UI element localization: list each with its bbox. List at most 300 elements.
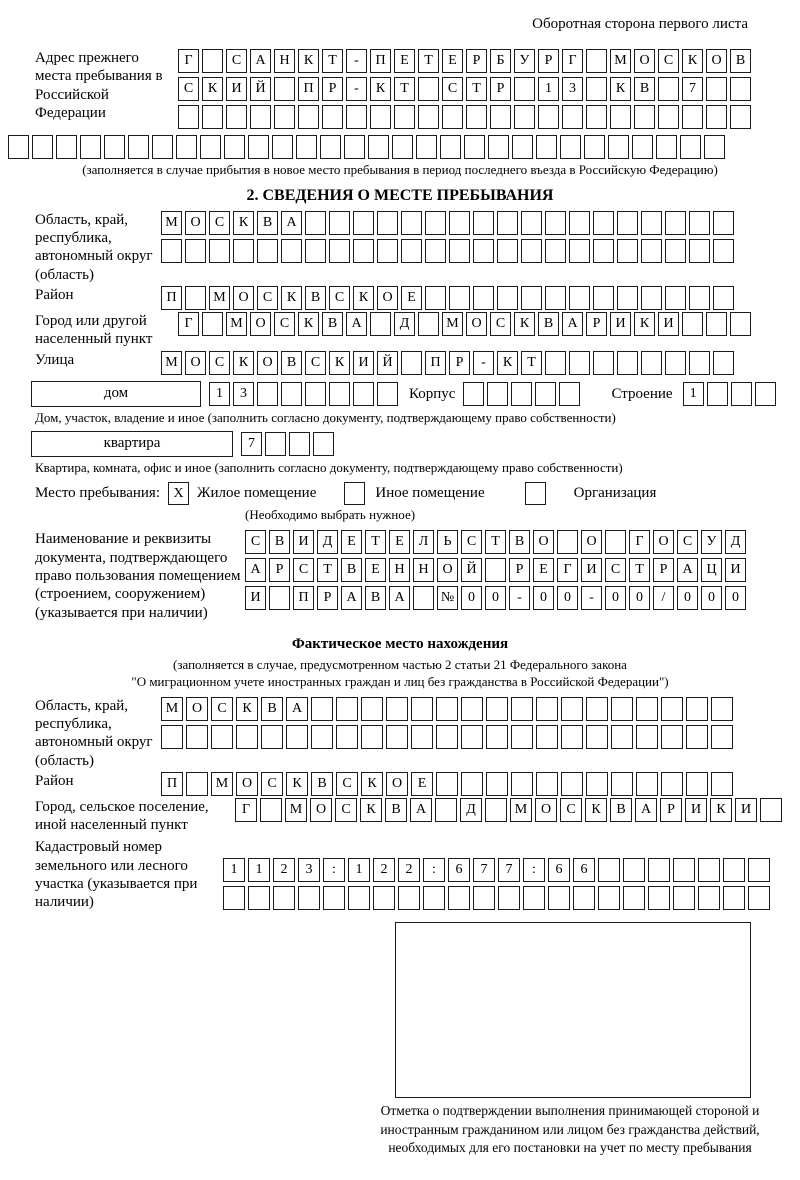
char-cell (305, 239, 326, 263)
char-cell: С (293, 558, 314, 582)
char-cell: И (685, 798, 707, 822)
char-cell: С (658, 49, 679, 73)
char-cell (418, 77, 439, 101)
char-cell (305, 382, 326, 406)
char-cell: 1 (248, 858, 270, 882)
char-cell (401, 351, 422, 375)
char-cell: К (682, 49, 703, 73)
char-cell: 2 (373, 858, 395, 882)
char-cell: : (323, 858, 345, 882)
char-cell (392, 135, 413, 159)
char-cell: О (377, 286, 398, 310)
char-cell (320, 135, 341, 159)
char-cell: 3 (298, 858, 320, 882)
char-cell: В (311, 772, 333, 796)
char-cell (311, 725, 333, 749)
char-cell (490, 105, 511, 129)
char-cell (511, 697, 533, 721)
option-other-premises-label: Иное помещение (375, 485, 485, 502)
char-cell (185, 239, 206, 263)
char-cell: 1 (209, 382, 230, 406)
char-cell (713, 351, 734, 375)
char-cell: 0 (533, 586, 554, 610)
char-cell (545, 211, 566, 235)
char-cell (586, 772, 608, 796)
district-label: Район (35, 287, 74, 304)
char-cell (593, 351, 614, 375)
char-cell: В (261, 697, 283, 721)
char-cell (658, 105, 679, 129)
char-cell (272, 135, 293, 159)
char-cell (248, 886, 270, 910)
char-cell (632, 135, 653, 159)
char-cell (760, 798, 782, 822)
char-cell (748, 858, 770, 882)
char-cell (298, 886, 320, 910)
char-cell: 1 (223, 858, 245, 882)
char-cell: М (510, 798, 532, 822)
char-cell: С (209, 211, 230, 235)
char-cell (611, 772, 633, 796)
actual-city-label: Город, сельское поселение, иной населенный пункт (35, 798, 209, 834)
char-cell (661, 697, 683, 721)
char-cell (176, 135, 197, 159)
char-cell: К (202, 77, 223, 101)
char-cell (353, 211, 374, 235)
char-cell (56, 135, 77, 159)
char-cell: 2 (273, 858, 295, 882)
char-cell (598, 858, 620, 882)
actual-region-label: Область, край, республика, автономный округ (область) (35, 697, 153, 769)
char-cell (281, 239, 302, 263)
char-cell: М (161, 351, 182, 375)
char-cell (623, 886, 645, 910)
char-cell: М (610, 49, 631, 73)
char-cell: В (365, 586, 386, 610)
char-cell (311, 697, 333, 721)
char-cell: Б (490, 49, 511, 73)
char-cell (641, 351, 662, 375)
char-cell: Р (317, 586, 338, 610)
char-cell (713, 239, 734, 263)
char-cell (296, 135, 317, 159)
char-cell (486, 725, 508, 749)
char-cell: 7 (498, 858, 520, 882)
char-cell (329, 211, 350, 235)
char-cell: Т (418, 49, 439, 73)
char-cell: К (370, 77, 391, 101)
char-cell: Г (178, 312, 199, 336)
char-cell (665, 286, 686, 310)
char-cell (561, 697, 583, 721)
actual-region-field (35, 697, 800, 770)
char-cell (464, 135, 485, 159)
char-cell: С (560, 798, 582, 822)
char-cell (706, 312, 727, 336)
char-cell (498, 886, 520, 910)
char-cell: А (389, 586, 410, 610)
char-cell: 7 (241, 432, 262, 456)
char-cell: Т (394, 77, 415, 101)
char-cell (548, 886, 570, 910)
char-cell (411, 697, 433, 721)
char-cell: К (361, 772, 383, 796)
char-cell (442, 105, 463, 129)
char-cell: О (250, 312, 271, 336)
char-cell (344, 135, 365, 159)
char-cell (485, 798, 507, 822)
checkbox-residential: X (168, 482, 189, 505)
char-cell (586, 697, 608, 721)
char-cell (673, 886, 695, 910)
char-row (223, 858, 773, 882)
char-cell (401, 239, 422, 263)
char-cell (161, 725, 183, 749)
actual-location-caption-2: "О миграционном учете иностранных граждан и лиц без гражданства в Российской Федерации") (131, 673, 669, 689)
char-cell (370, 312, 391, 336)
char-cell (536, 697, 558, 721)
char-cell: Е (394, 49, 415, 73)
char-cell (461, 725, 483, 749)
char-cell (689, 239, 710, 263)
char-cell (361, 725, 383, 749)
char-cell: А (346, 312, 367, 336)
char-cell: У (701, 530, 722, 554)
char-cell: П (425, 351, 446, 375)
stay-type-caption: (Необходимо выбрать нужное) (245, 507, 416, 523)
confirmation-stamp-caption: Отметка о подтверждении выполнения принимающей стороной и иностранным гражданином или лицом без гражданства действий, необходимых для его постановки на учет по месту пребывания (380, 1103, 760, 1155)
char-cell: Р (269, 558, 290, 582)
char-cell: С (209, 351, 230, 375)
char-cell (586, 77, 607, 101)
char-cell (265, 432, 286, 456)
char-cell: Т (466, 77, 487, 101)
korpus-label: Корпус (409, 385, 456, 402)
char-cell: 1 (683, 382, 704, 406)
char-cell (423, 886, 445, 910)
char-cell (593, 286, 614, 310)
char-cell (281, 382, 302, 406)
char-cell: К (298, 312, 319, 336)
char-cell (569, 286, 590, 310)
stay-type-label: Место пребывания: (35, 485, 160, 502)
char-cell (346, 105, 367, 129)
char-cell (386, 725, 408, 749)
char-cell: В (634, 77, 655, 101)
char-cell: А (250, 49, 271, 73)
char-cell (713, 286, 734, 310)
char-cell: 1 (538, 77, 559, 101)
char-cell: / (653, 586, 674, 610)
char-cell (514, 105, 535, 129)
char-cell: С (305, 351, 326, 375)
char-cell (353, 239, 374, 263)
char-cell (488, 135, 509, 159)
char-cell: 0 (629, 586, 650, 610)
char-cell: 0 (677, 586, 698, 610)
char-cell (373, 886, 395, 910)
char-cell: М (442, 312, 463, 336)
char-cell (257, 382, 278, 406)
char-cell: В (610, 798, 632, 822)
char-cell (561, 725, 583, 749)
char-cell: П (161, 772, 183, 796)
checkbox-organization (525, 482, 546, 505)
char-cell: К (353, 286, 374, 310)
char-cell: В (385, 798, 407, 822)
char-cell (521, 211, 542, 235)
char-cell (559, 382, 580, 406)
char-cell (313, 432, 334, 456)
char-cell (440, 135, 461, 159)
char-cell: В (341, 558, 362, 582)
char-cell (648, 858, 670, 882)
char-cell: М (211, 772, 233, 796)
char-cell: 6 (573, 858, 595, 882)
document-field (35, 530, 800, 621)
char-cell: 0 (557, 586, 578, 610)
char-cell (665, 211, 686, 235)
char-cell (731, 382, 752, 406)
char-cell: К (236, 697, 258, 721)
char-cell: А (286, 697, 308, 721)
char-cell (689, 211, 710, 235)
cadastral-label: Кадастровый номер земельного или лесного участка (указывается при наличии) (35, 839, 198, 911)
char-cell (361, 697, 383, 721)
char-cell: - (581, 586, 602, 610)
char-cell (425, 286, 446, 310)
char-cell: 0 (701, 586, 722, 610)
char-cell (461, 772, 483, 796)
char-cell (497, 239, 518, 263)
char-cell (473, 239, 494, 263)
char-cell (486, 697, 508, 721)
char-cell: Т (365, 530, 386, 554)
actual-city-field (35, 798, 800, 835)
char-cell (648, 886, 670, 910)
char-cell: В (509, 530, 530, 554)
char-cell: О (466, 312, 487, 336)
char-cell: : (423, 858, 445, 882)
char-cell: А (245, 558, 266, 582)
char-cell (377, 382, 398, 406)
char-cell: - (473, 351, 494, 375)
char-cell (497, 211, 518, 235)
char-cell: Н (413, 558, 434, 582)
char-cell (386, 697, 408, 721)
char-cell: П (161, 286, 182, 310)
char-cell (80, 135, 101, 159)
char-cell (586, 105, 607, 129)
char-cell: Н (274, 49, 295, 73)
char-cell (608, 135, 629, 159)
char-cell (512, 135, 533, 159)
char-cell: Е (442, 49, 463, 73)
char-cell: И (353, 351, 374, 375)
char-cell: П (293, 586, 314, 610)
char-cell (466, 105, 487, 129)
char-cell: К (610, 77, 631, 101)
confirmation-stamp-box (395, 922, 751, 1098)
char-cell (329, 239, 350, 263)
char-cell (274, 77, 295, 101)
char-cell (418, 312, 439, 336)
char-cell (449, 239, 470, 263)
char-cell (322, 105, 343, 129)
char-cell (298, 105, 319, 129)
char-cell: Й (377, 351, 398, 375)
char-cell: А (341, 586, 362, 610)
char-cell (562, 105, 583, 129)
char-cell (707, 382, 728, 406)
char-row (178, 49, 754, 73)
option-organization-label: Организация (573, 485, 657, 502)
char-cell (665, 239, 686, 263)
char-cell: В (269, 530, 290, 554)
char-cell (748, 886, 770, 910)
char-cell (200, 135, 221, 159)
char-cell (538, 105, 559, 129)
char-cell (435, 798, 457, 822)
char-cell: О (386, 772, 408, 796)
char-row (161, 725, 736, 749)
char-cell: М (161, 211, 182, 235)
char-cell: И (610, 312, 631, 336)
char-cell (449, 211, 470, 235)
char-cell (8, 135, 29, 159)
char-cell (473, 211, 494, 235)
char-row (245, 530, 749, 554)
char-cell: И (581, 558, 602, 582)
char-cell (461, 697, 483, 721)
char-cell: О (533, 530, 554, 554)
char-cell: М (285, 798, 307, 822)
char-cell (755, 382, 776, 406)
char-cell (711, 697, 733, 721)
char-cell: К (585, 798, 607, 822)
char-cell (305, 211, 326, 235)
char-cell: : (523, 858, 545, 882)
char-cell (641, 239, 662, 263)
char-cell (682, 312, 703, 336)
street-label: Улица (35, 351, 75, 368)
char-row (161, 286, 737, 310)
char-cell (425, 239, 446, 263)
char-cell: Й (250, 77, 271, 101)
char-cell: Р (538, 49, 559, 73)
char-cell: Т (629, 558, 650, 582)
char-cell: С (257, 286, 278, 310)
char-cell (711, 772, 733, 796)
char-cell: С (490, 312, 511, 336)
char-cell: Р (660, 798, 682, 822)
char-cell (353, 382, 374, 406)
char-cell (511, 725, 533, 749)
char-cell (611, 697, 633, 721)
char-cell: Г (562, 49, 583, 73)
char-cell: П (298, 77, 319, 101)
char-cell: И (735, 798, 757, 822)
char-cell (178, 105, 199, 129)
char-cell (536, 135, 557, 159)
char-cell (665, 351, 686, 375)
char-cell: Е (365, 558, 386, 582)
char-cell (436, 697, 458, 721)
char-cell (661, 772, 683, 796)
char-cell: С (677, 530, 698, 554)
house-caption: Дом, участок, владение и иное (заполнить согласно документу, подтверждающему право собственности) (35, 409, 616, 425)
char-cell (706, 77, 727, 101)
actual-region-rows (161, 697, 736, 753)
char-cell: Г (629, 530, 650, 554)
char-cell: Е (533, 558, 554, 582)
char-cell: О (185, 211, 206, 235)
char-cell: О (653, 530, 674, 554)
char-cell (523, 886, 545, 910)
char-cell (269, 586, 290, 610)
char-row (178, 312, 754, 336)
apartment-row (31, 431, 800, 457)
actual-location-title: Фактическое место нахождения (291, 635, 509, 652)
char-cell (617, 239, 638, 263)
char-cell (730, 105, 751, 129)
char-cell (473, 886, 495, 910)
char-cell (636, 697, 658, 721)
page-side-note: Оборотная сторона первого листа (532, 16, 748, 32)
char-cell: 2 (398, 858, 420, 882)
char-row (161, 239, 737, 263)
prev-address-rows (178, 49, 754, 133)
char-cell: О (310, 798, 332, 822)
char-cell (511, 772, 533, 796)
char-cell: 3 (562, 77, 583, 101)
char-cell (487, 382, 508, 406)
char-cell: С (178, 77, 199, 101)
char-cell: О (233, 286, 254, 310)
char-cell: С (261, 772, 283, 796)
char-row (161, 772, 736, 796)
char-cell (329, 382, 350, 406)
char-cell (323, 886, 345, 910)
char-cell (686, 772, 708, 796)
house-box-label: дом (31, 381, 201, 407)
apartment-box-label: квартира (31, 431, 233, 457)
checkbox-other-premises (344, 482, 365, 505)
char-cell (593, 211, 614, 235)
actual-district-label: Район (35, 772, 74, 789)
char-cell (418, 105, 439, 129)
char-cell: Р (466, 49, 487, 73)
char-cell: № (437, 586, 458, 610)
char-cell: М (226, 312, 247, 336)
char-cell (586, 725, 608, 749)
char-cell (273, 886, 295, 910)
char-cell (202, 312, 223, 336)
char-cell: С (274, 312, 295, 336)
char-cell: Д (317, 530, 338, 554)
char-row (178, 77, 754, 101)
house-row (31, 381, 800, 407)
char-cell (260, 798, 282, 822)
char-cell (545, 239, 566, 263)
char-cell (706, 105, 727, 129)
char-cell: И (293, 530, 314, 554)
char-cell (569, 351, 590, 375)
document-rows (245, 530, 749, 614)
char-cell (605, 530, 626, 554)
district-field (35, 286, 800, 310)
char-cell (586, 49, 607, 73)
